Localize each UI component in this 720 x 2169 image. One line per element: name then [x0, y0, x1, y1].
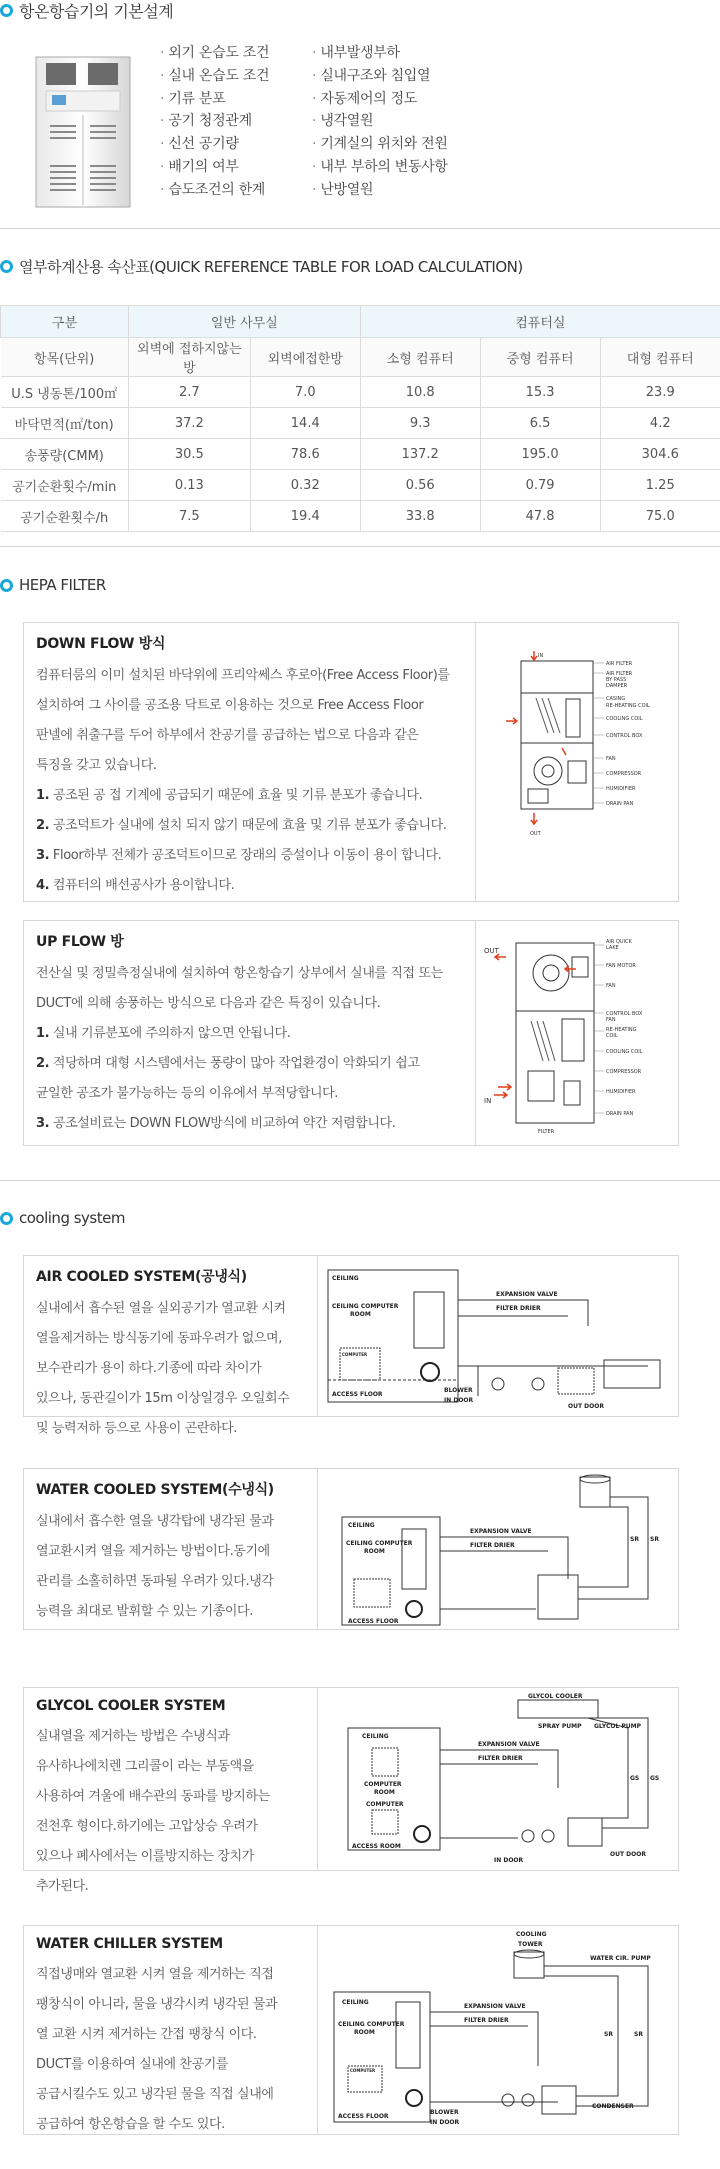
paragraph-line: 특징을 갖고 있습니다.	[36, 758, 157, 773]
paragraph-line: 공급시킬수도 있고 냉각된 물을 직접 실내에	[36, 2087, 274, 2102]
paragraph-line: 공급하여 항온항습을 할 수도 있다.	[36, 2117, 225, 2132]
table-cell: 15.3	[480, 377, 600, 408]
list-item: · 자동제어의 정도	[312, 88, 448, 111]
diagram-label: GLYCOL COOLER	[528, 1693, 583, 1700]
diagram-label: COOLING COIL	[606, 1049, 643, 1055]
point-text: 컴퓨터의 배선공사가 용이합니다.	[52, 878, 235, 893]
point-text: 공조덕트가 실내에 설치 되지 않기 때문에 효율 및 기류 분포가 좋습니다.	[52, 818, 447, 833]
load-calculation-table	[0, 305, 720, 532]
upflow-diagram	[476, 921, 678, 1145]
point-text: 적당하며 대형 시스템에서는 풍량이 많아 작업환경이 악화되기 쉽고	[52, 1056, 420, 1071]
table-cell: 0.56	[360, 470, 480, 501]
table-cell: 0.79	[480, 470, 600, 501]
diagram-label: CEILING	[348, 1522, 375, 1529]
table-cell: 19.4	[250, 501, 360, 532]
system-text	[24, 1926, 318, 2134]
list-item: · 실내구조와 침입열	[312, 65, 448, 88]
table-row	[1, 408, 720, 439]
diagram-label: HUMIDIFIER	[606, 786, 636, 792]
section-bullet-icon	[0, 1212, 13, 1225]
diagram-label: CONDENSER	[592, 2103, 634, 2110]
diagram-label: FAN	[606, 756, 616, 762]
water-chiller-system-box	[23, 1925, 679, 2135]
diagram-label: COMPUTER	[350, 2068, 376, 2073]
diagram-label: RE-HEATING COIL	[606, 703, 650, 709]
diagram-label: ROOM	[350, 1311, 371, 1318]
system-heading: WATER CHILLER SYSTEM	[36, 1936, 223, 1952]
diagram-label: EXPANSION VALVE	[478, 1741, 540, 1748]
downflow-box	[23, 622, 679, 902]
diagram-label: FILTER DRIER	[470, 1542, 515, 1549]
paragraph-line: 열을제거하는 방식동기에 동파우려가 없으며,	[36, 1331, 282, 1346]
list-item: · 실내 온습도 조건	[160, 65, 269, 88]
diagram-label: FILTER DRIER	[496, 1305, 541, 1312]
table-header-cell: 대형 컴퓨터	[600, 338, 720, 377]
diagram-label: WATER CIR. PUMP	[590, 1955, 651, 1962]
diagram-label: OUT DOOR	[610, 1851, 646, 1858]
upflow-text	[24, 921, 476, 1145]
glycol-cooler-diagram	[318, 1688, 678, 1870]
table-cell: 195.0	[480, 439, 600, 470]
section-divider	[0, 228, 720, 229]
table-cell: 4.2	[600, 408, 720, 439]
paragraph-line: 컴퓨터룸의 이미 설치된 바닥위에 프리악쎄스 후로아(Free Access Floor)를	[36, 668, 450, 683]
table-header-row	[1, 306, 720, 338]
point-number: 3.	[36, 1116, 50, 1131]
diagram-label: SR	[630, 1536, 639, 1543]
system-text	[24, 1688, 318, 1894]
paragraph-line: 열 교환 시켜 제거하는 간접 팽창식 이다.	[36, 2027, 257, 2042]
section-title-cooling-system	[0, 1208, 125, 1228]
diagram-label: RE-HEATING	[606, 1027, 637, 1033]
paragraph-line: 설치하여 그 사이를 공조용 닥트로 이용하는 것으로 Free Access Floor	[36, 698, 424, 713]
diagram-label: COMPUTER	[366, 1801, 404, 1808]
table-cell: 7.5	[128, 501, 250, 532]
diagram-label: EXPANSION VALVE	[496, 1291, 558, 1298]
diagram-label: HUMIDIFIER	[606, 1089, 636, 1095]
glycol-cooler-system-box	[23, 1687, 679, 1894]
table-cell: 10.8	[360, 377, 480, 408]
diagram-label: FILTER DRIER	[478, 1755, 523, 1762]
point-text: 공조설비료는 DOWN FLOW방식에 비교하여 약간 저렴합니다.	[52, 1116, 396, 1131]
paragraph-line: 실내에서 흡수된 열을 실외공기가 열교환 시켜	[36, 1301, 286, 1316]
diagram-label: ACCESS ROOM	[352, 1843, 401, 1850]
table-cell: U.S 냉동톤/100㎡	[1, 377, 129, 408]
upflow-heading: UP FLOW 방	[36, 934, 124, 950]
diagram-label: ROOM	[374, 1789, 395, 1796]
list-item: · 내부 부하의 변동사항	[312, 156, 448, 179]
table-cell: 33.8	[360, 501, 480, 532]
list-item: · 배기의 여부	[160, 156, 269, 179]
diagram-label: OUT DOOR	[568, 1403, 604, 1410]
list-item: · 내부발생부하	[312, 42, 448, 65]
paragraph-line: 유사하나에치렌 그리콜이 라는 부동액을	[36, 1759, 254, 1774]
diagram-label: AIR FILTER	[606, 671, 633, 677]
table-header-cell: 항목(단위)	[1, 338, 129, 377]
diagram-label: COMPUTER	[342, 1352, 368, 1357]
diagram-label: COIL	[606, 1033, 618, 1039]
paragraph-line: 있으나 폐사에서는 이를방지하는 장치가	[36, 1849, 254, 1864]
table-cell: 공기순환횟수/h	[1, 501, 129, 532]
diagram-label: COMPRESSOR	[606, 771, 642, 777]
feature-point	[36, 811, 463, 841]
diagram-label: FILTER DRIER	[464, 2017, 509, 2024]
upflow-box	[23, 920, 679, 1146]
air-cooled-diagram	[318, 1256, 678, 1416]
diagram-label: FAN	[606, 983, 616, 989]
table-header-cell: 일반 사무실	[128, 306, 360, 338]
table-cell: 78.6	[250, 439, 360, 470]
table-row	[1, 501, 720, 532]
diagram-label: EXPANSION VALVE	[464, 2003, 526, 2010]
paragraph-line: 사용하여 겨울에 배수관의 동파를 방지하는	[36, 1789, 270, 1804]
table-cell: 1.25	[600, 470, 720, 501]
point-text: Floor하부 전체가 공조덕트이므로 장래의 증설이나 이동이 용이 합니다.	[52, 848, 442, 863]
design-factors-right-list	[312, 42, 448, 202]
diagram-label-in: IN	[484, 1097, 492, 1105]
point-text: 공조된 공 접 기계에 공급되기 때문에 효율 및 기류 분포가 좋습니다.	[52, 788, 423, 803]
diagram-label: IN DOOR	[494, 1857, 524, 1864]
diagram-label: EXPANSION VALVE	[470, 1528, 532, 1535]
diagram-label: FAN	[606, 1017, 616, 1023]
diagram-label: GS	[630, 1775, 640, 1782]
diagram-label: GLYCOL PUMP	[594, 1723, 641, 1730]
diagram-label: BLOWER	[430, 2109, 459, 2116]
table-cell: 37.2	[128, 408, 250, 439]
table-cell: 공기순환횟수/min	[1, 470, 129, 501]
section-title-text: HEPA FILTER	[19, 576, 106, 594]
air-cooled-system-box	[23, 1255, 679, 1436]
diagram-label: SR	[604, 2031, 613, 2038]
point-number: 3.	[36, 848, 50, 863]
table-header-cell: 중형 컴퓨터	[480, 338, 600, 377]
table-cell: 14.4	[250, 408, 360, 439]
diagram-label-out: OUT	[530, 831, 541, 837]
downflow-diagram	[476, 623, 678, 901]
diagram-label: ACCESS FLOOR	[338, 2113, 389, 2120]
table-cell: 바닥면적(㎡/ton)	[1, 408, 129, 439]
diagram-label: BY PASS	[606, 677, 627, 683]
diagram-label: SPRAY PUMP	[538, 1723, 582, 1730]
table-row	[1, 439, 720, 470]
section-title-basic-design	[0, 0, 173, 20]
diagram-label: ACCESS FLOOR	[332, 1391, 383, 1398]
point-number: 1.	[36, 1026, 50, 1041]
water-cooled-system-box	[23, 1468, 679, 1630]
section-bullet-icon	[0, 260, 13, 273]
table-cell: 송풍량(CMM)	[1, 439, 129, 470]
water-cooled-diagram	[318, 1469, 678, 1629]
table-cell: 47.8	[480, 501, 600, 532]
diagram-label: CEILING	[362, 1733, 389, 1740]
paragraph-line: 직접냉매와 열교환 시켜 열을 제거하는 직접	[36, 1967, 274, 1982]
table-header-cell: 구분	[1, 306, 129, 338]
system-heading: AIR COOLED SYSTEM(공냉식)	[36, 1269, 247, 1285]
section-title-text: 항온항습기의 기본설계	[19, 1, 174, 21]
diagram-label: CEILING COMPUTER	[332, 1303, 399, 1310]
diagram-label: ACCESS FLOOR	[348, 1618, 399, 1625]
diagram-label: BLOWER	[444, 1387, 473, 1394]
feature-point	[36, 1019, 463, 1049]
system-heading: GLYCOL COOLER SYSTEM	[36, 1698, 226, 1714]
paragraph-line: 전산실 및 정밀측정실내에 설치하여 항온항습기 상부에서 실내를 직접 또는	[36, 966, 443, 981]
table-row	[1, 377, 720, 408]
section-bullet-icon	[0, 579, 13, 592]
diagram-label: COMPRESSOR	[606, 1069, 642, 1075]
feature-point	[36, 781, 463, 811]
diagram-label: GS	[650, 1775, 660, 1782]
list-item: · 외기 온습도 조건	[160, 42, 269, 65]
diagram-label-filter: FILTER	[538, 1129, 555, 1135]
diagram-label: CONTROL BOX	[606, 733, 643, 739]
feature-point	[36, 1049, 463, 1079]
diagram-label: COMPUTER	[364, 1781, 402, 1788]
list-item: · 신선 공기량	[160, 133, 269, 156]
diagram-label: DAMPER	[606, 683, 628, 689]
list-item: · 공기 청정관계	[160, 110, 269, 133]
water-chiller-diagram	[318, 1926, 678, 2134]
table-cell: 0.32	[250, 470, 360, 501]
table-header-cell: 외벽에 접하지않는 방	[128, 338, 250, 377]
diagram-label: COOLING	[516, 1931, 547, 1938]
diagram-label: IN DOOR	[430, 2119, 460, 2126]
list-item: · 기계실의 위치와 전원	[312, 133, 448, 156]
diagram-label: CASING	[606, 696, 626, 702]
feature-point	[36, 1109, 463, 1139]
paragraph-line: 있으나, 동관길이가 15m 이상일경우 오일회수	[36, 1391, 290, 1406]
table-cell: 304.6	[600, 439, 720, 470]
diagram-label: CEILING	[342, 1999, 369, 2006]
diagram-label: AIR QUICK	[606, 939, 632, 945]
diagram-label: TOWER	[518, 1941, 543, 1948]
paragraph-line: 관리를 소홀히하면 동파될 우려가 있다.냉각	[36, 1574, 274, 1589]
paragraph-line: DUCT를 이용하여 실내에 찬공기를	[36, 2057, 229, 2072]
section-divider	[0, 1180, 720, 1181]
diagram-label: AIR FILTER	[606, 661, 633, 667]
diagram-label: DRAIN PAN	[606, 801, 634, 807]
section-title-quick-reference	[0, 256, 523, 276]
downflow-text	[24, 623, 476, 901]
table-cell: 30.5	[128, 439, 250, 470]
diagram-label: FAN MOTOR	[606, 963, 636, 969]
paragraph-line: 실내에서 흡수한 열을 냉각탑에 냉각된 물과	[36, 1514, 274, 1529]
paragraph-line: 판넬에 취출구를 두어 하부에서 찬공기를 공급하는 법으로 다음과 같은	[36, 728, 419, 743]
section-bullet-icon	[0, 4, 13, 17]
list-item: · 난방열원	[312, 179, 448, 202]
table-cell: 2.7	[128, 377, 250, 408]
diagram-label: CEILING COMPUTER	[346, 1540, 413, 1547]
paragraph-line: DUCT에 의해 송풍하는 방식으로 다음과 같은 특징이 있습니다.	[36, 996, 381, 1011]
diagram-label-in: IN	[538, 653, 544, 659]
paragraph-line: 전천후 형이다.하기에는 고압상승 우려가	[36, 1819, 258, 1834]
table-header-cell: 외벽에접한방	[250, 338, 360, 377]
point-number: 2.	[36, 818, 50, 833]
diagram-label: CEILING COMPUTER	[338, 2021, 405, 2028]
table-cell: 6.5	[480, 408, 600, 439]
table-cell: 23.9	[600, 377, 720, 408]
section-divider	[0, 546, 720, 547]
point-text: 균일한 공조가 불가능하는 등의 이유에서 부적당합니다.	[36, 1086, 339, 1101]
diagram-label: ROOM	[354, 2029, 375, 2036]
point-number: 2.	[36, 1056, 50, 1071]
diagram-label: LAKE	[606, 945, 619, 951]
list-item: · 냉각열원	[312, 110, 448, 133]
point-number: 4.	[36, 878, 50, 893]
design-factors-left-list	[160, 42, 269, 202]
table-cell: 9.3	[360, 408, 480, 439]
section-title-text: cooling system	[19, 1209, 125, 1227]
table-cell: 137.2	[360, 439, 480, 470]
table-subheader-row	[1, 338, 720, 377]
feature-point	[36, 1079, 463, 1109]
table-header-cell: 소형 컴퓨터	[360, 338, 480, 377]
diagram-label: SR	[634, 2031, 643, 2038]
air-conditioner-unit-image	[28, 55, 138, 210]
section-title-text: 열부하계산용 속산표(QUICK REFERENCE TABLE FOR LOAD CALCULATION)	[19, 257, 523, 276]
paragraph-line: 능력을 최대로 발휘할 수 있는 기종이다.	[36, 1604, 253, 1619]
point-number: 1.	[36, 788, 50, 803]
paragraph-line: 팽창식이 아니라, 물을 냉각시켜 냉각된 물과	[36, 1997, 278, 2012]
point-text: 실내 기류분포에 주의하지 않으면 안됩니다.	[52, 1026, 291, 1041]
table-cell: 7.0	[250, 377, 360, 408]
system-text	[24, 1256, 318, 1436]
paragraph-line: 열교환시켜 열을 제거하는 방법이다.동기에	[36, 1544, 270, 1559]
list-item: · 기류 분포	[160, 88, 269, 111]
table-row	[1, 470, 720, 501]
diagram-label: DRAIN PAN	[606, 1111, 634, 1117]
table-cell: 0.13	[128, 470, 250, 501]
paragraph-line: 보수관리가 용이 하다.기종에 따라 차이가	[36, 1361, 262, 1376]
paragraph-line: 실내열을 제거하는 방법은 수냉식과	[36, 1729, 230, 1744]
diagram-label: COOLING COIL	[606, 716, 643, 722]
diagram-label: CONTROL BOX	[606, 1011, 643, 1017]
system-heading: WATER COOLED SYSTEM(수냉식)	[36, 1482, 274, 1498]
section-title-hepa-filter	[0, 575, 106, 595]
downflow-heading: DOWN FLOW 방식	[36, 636, 166, 652]
system-text	[24, 1469, 318, 1629]
diagram-label-out: OUT	[484, 947, 499, 955]
feature-point	[36, 871, 463, 901]
diagram-label: IN DOOR	[444, 1397, 474, 1404]
paragraph-line: 및 능력저하 등으로 사용이 곤란하다.	[36, 1421, 238, 1436]
paragraph-line: 추가된다.	[36, 1879, 89, 1894]
diagram-label: CEILING	[332, 1275, 359, 1282]
table-cell: 75.0	[600, 501, 720, 532]
diagram-label: SR	[650, 1536, 659, 1543]
feature-point	[36, 841, 463, 871]
table-header-cell: 컴퓨터실	[360, 306, 720, 338]
list-item: · 습도조건의 한계	[160, 179, 269, 202]
diagram-label: ROOM	[364, 1548, 385, 1555]
